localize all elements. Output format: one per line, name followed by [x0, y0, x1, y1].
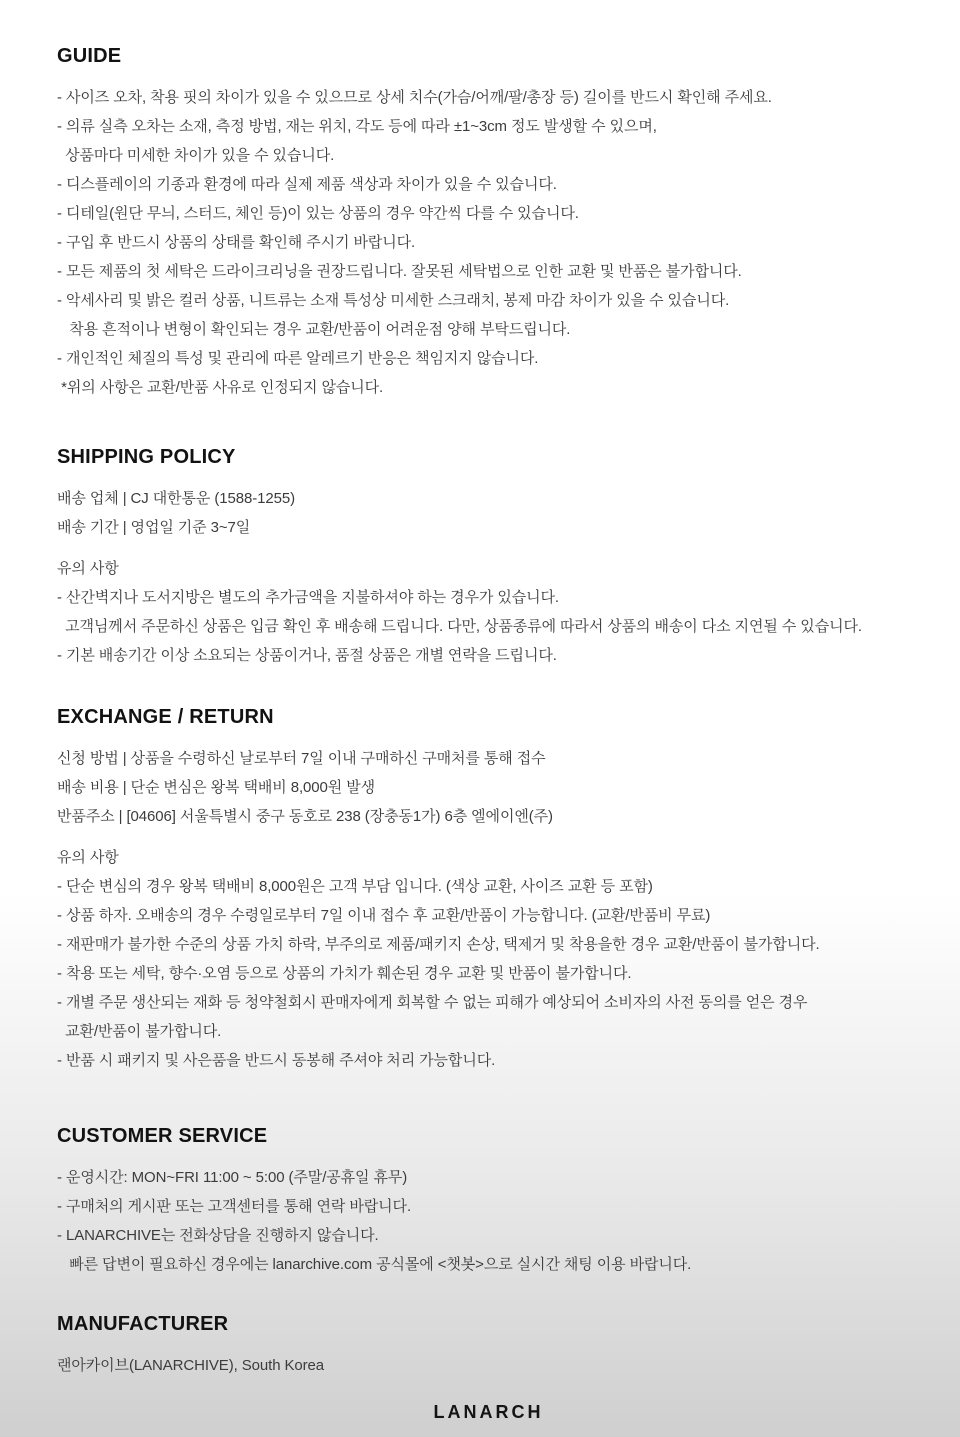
guide-line: - 사이즈 오차, 착용 핏의 차이가 있을 수 있으므로 상세 치수(가슴/어깨/팔/총장 등) 길이를 반드시 확인해 주세요.: [57, 89, 772, 106]
customer-line: - 운영시간: MON~FRI 11:00 ~ 5:00 (주말/공휴일 휴무): [57, 1169, 408, 1186]
guide-section-title: GUIDE: [57, 45, 122, 67]
exchange-notice-title: 유의 사항: [57, 849, 119, 866]
customer-section-title: CUSTOMER SERVICE: [57, 1125, 268, 1147]
guide-line: 착용 흔적이나 변형이 확인되는 경우 교환/반품이 어려운점 양해 부탁드립니다.: [57, 321, 571, 338]
shipping-section-title: SHIPPING POLICY: [57, 446, 236, 468]
exchange-info-line: 배송 비용 | 단순 변심은 왕복 택배비 8,000원 발생: [57, 779, 376, 796]
exchange-info-line: 신청 방법 | 상품을 수령하신 날로부터 7일 이내 구매하신 구매처를 통해 접수: [57, 750, 546, 767]
exchange-notice-line: - 반품 시 패키지 및 사은품을 반드시 동봉해 주셔야 처리 가능합니다.: [57, 1052, 496, 1069]
shipping-info-line: 배송 업체 | CJ 대한통운 (1588-1255): [57, 490, 296, 507]
section-manufacturer: [57, 1313, 920, 1380]
customer-line: - 구매처의 게시판 또는 고객센터를 통해 연락 바랍니다.: [57, 1198, 412, 1215]
exchange-notice-line: - 상품 하자. 오배송의 경우 수령일로부터 7일 이내 접수 후 교환/반품이 가능합니다. (교환/반품비 무료): [57, 907, 711, 924]
lanarchive-logo: LANARCH: [433, 1402, 544, 1422]
customer-line: - LANARCHIVE는 전화상담을 진행하지 않습니다.: [57, 1227, 379, 1244]
section-customer-service: [57, 1125, 920, 1279]
exchange-notice-line: - 착용 또는 세탁, 향수·오염 등으로 상품의 가치가 훼손된 경우 교환 및 반품이 불가합니다.: [57, 965, 632, 982]
exchange-notice-line: - 재판매가 불가한 수준의 상품 가치 하락, 부주의로 제품/패키지 손상, 택제거 및 착용을한 경우 교환/반품이 불가합니다.: [57, 936, 820, 953]
shipping-notice-title: 유의 사항: [57, 560, 119, 577]
shipping-notice-line: - 산간벽지나 도서지방은 별도의 추가금액을 지불하셔야 하는 경우가 있습니다.: [57, 589, 559, 606]
exchange-section-title: EXCHANGE / RETURN: [57, 706, 274, 728]
exchange-notice-line: 교환/반품이 불가합니다.: [57, 1023, 222, 1040]
customer-line: 빠른 답변이 필요하신 경우에는 lanarchive.com 공식몰에 <챗봇>으로 실시간 채팅 이용 바랍니다.: [57, 1256, 692, 1273]
shipping-info-line: 배송 기간 | 영업일 기준 3~7일: [57, 519, 251, 536]
guide-line: - 의류 실측 오차는 소재, 측정 방법, 재는 위치, 각도 등에 따라 ±1~3cm 정도 발생할 수 있으며,: [57, 118, 657, 135]
guide-line: - 디스플레이의 기종과 환경에 따라 실제 제품 색상과 차이가 있을 수 있습니다.: [57, 176, 557, 193]
exchange-notice-line: - 단순 변심의 경우 왕복 택배비 8,000원은 고객 부담 입니다. (색상 교환, 사이즈 교환 등 포함): [57, 878, 653, 895]
guide-line: - 개인적인 체질의 특성 및 관리에 따른 알레르기 반응은 책임지지 않습니다.: [57, 350, 539, 367]
guide-line: - 모든 제품의 첫 세탁은 드라이크리닝을 권장드립니다. 잘못된 세탁법으로 인한 교환 및 반품은 불가합니다.: [57, 263, 742, 280]
section-guide: [57, 45, 920, 402]
exchange-info-line: 반품주소 | [04606] 서울특별시 중구 동호로 238 (장충동1가) 6층 엘에이엔(주): [57, 808, 553, 825]
section-exchange-return: [57, 706, 920, 1075]
shipping-notice-line: - 기본 배송기간 이상 소요되는 상품이거나, 품절 상품은 개별 연락을 드립니다.: [57, 647, 557, 664]
guide-line: 상품마다 미세한 차이가 있을 수 있습니다.: [57, 147, 335, 164]
section-shipping-policy: [57, 446, 920, 670]
exchange-notice-line: - 개별 주문 생산되는 재화 등 청약철회시 판매자에게 회복할 수 없는 피해가 예상되어 소비자의 사전 동의를 얻은 경우: [57, 994, 808, 1011]
guide-line: - 디테일(원단 무늬, 스터드, 체인 등)이 있는 상품의 경우 약간씩 다를 수 있습니다.: [57, 205, 579, 222]
guide-line: - 구입 후 반드시 상품의 상태를 확인해 주시기 바랍니다.: [57, 234, 416, 251]
brand-footer: [57, 1402, 920, 1423]
manufacturer-section-title: MANUFACTURER: [57, 1313, 229, 1335]
shipping-notice-line: 고객님께서 주문하신 상품은 입금 확인 후 배송해 드립니다. 다만, 상품종류에 따라서 상품의 배송이 다소 지연될 수 있습니다.: [57, 618, 862, 635]
manufacturer-line: 랜아카이브(LANARCHIVE), South Korea: [57, 1357, 325, 1374]
guide-line: - 악세사리 및 밝은 컬러 상품, 니트류는 소재 특성상 미세한 스크래치, 봉제 마감 차이가 있을 수 있습니다.: [57, 292, 730, 309]
guide-note-line: *위의 사항은 교환/반품 사유로 인정되지 않습니다.: [57, 379, 384, 396]
